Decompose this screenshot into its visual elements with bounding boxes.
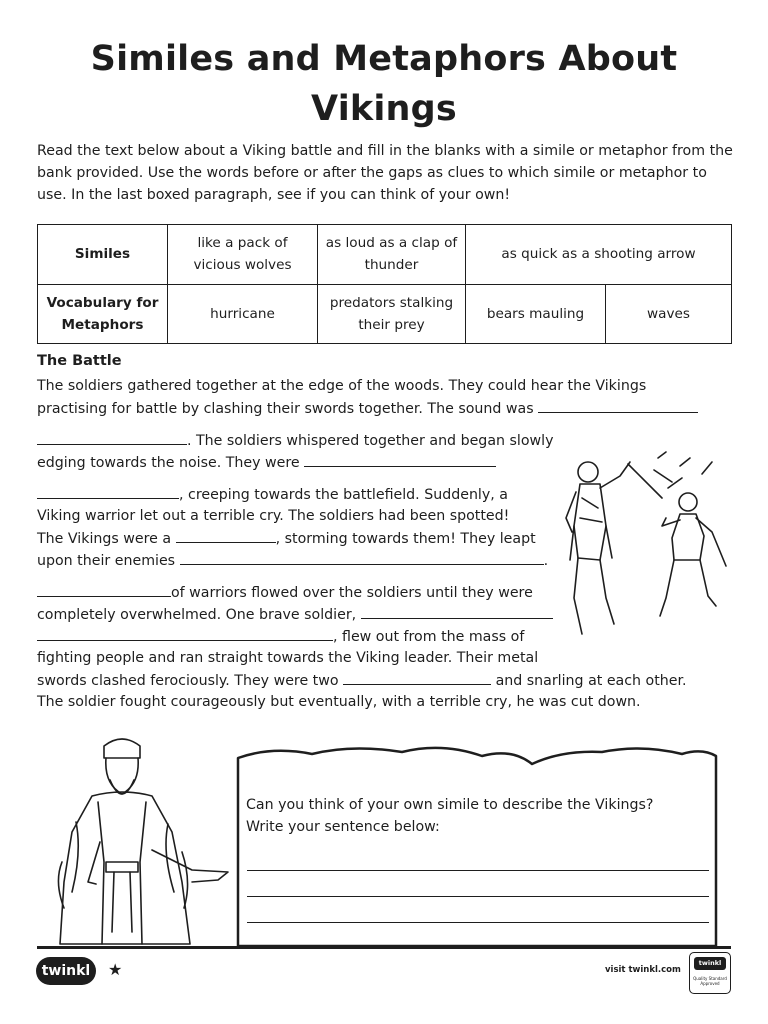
answer-blank[interactable]: [343, 670, 491, 685]
passage-line: , flew out from the mass of: [37, 626, 524, 647]
passage-line: practising for battle by clashing their swords together. The sound was: [37, 398, 698, 419]
quality-badge: [689, 952, 731, 994]
answer-blank[interactable]: [37, 626, 333, 641]
passage-line: swords clashed ferociously. They were two and snarling at each other.: [37, 670, 687, 691]
passage-line: edging towards the noise. They were: [37, 452, 496, 473]
passage-line: , creeping towards the battlefield. Suddenly, a: [37, 484, 508, 505]
metaphors-header: Vocabulary for Metaphors: [38, 284, 168, 344]
writing-line[interactable]: [247, 922, 709, 923]
battle-heading: The Battle: [37, 353, 122, 369]
passage-line: The soldiers gathered together at the edge of the woods. They could hear the Vikings: [37, 378, 647, 394]
passage-line: Viking warrior let out a terrible cry. The soldiers had been spotted!: [37, 508, 510, 524]
simile-cell: like a pack of vicious wolves: [168, 225, 318, 285]
prompt-line-2: Write your sentence below:: [246, 819, 440, 835]
viking-chief-illustration: [42, 732, 238, 946]
answer-blank[interactable]: [37, 484, 179, 499]
badge-logo: twinkl: [694, 957, 726, 970]
answer-blank[interactable]: [304, 452, 496, 467]
answer-blank[interactable]: [180, 550, 544, 565]
passage-line: . The soldiers whispered together and began slowly: [37, 430, 553, 451]
title-line-1: Similes and Metaphors About: [90, 39, 678, 79]
own-simile-prompt: [246, 794, 706, 838]
similes-header: Similes: [38, 225, 168, 285]
passage-line: fighting people and ran straight towards the Viking leader. Their metal: [37, 650, 539, 666]
answer-blank[interactable]: [361, 604, 553, 619]
passage-line: The Vikings were a , storming towards them! They leapt: [37, 528, 536, 549]
answer-blank[interactable]: [37, 430, 187, 445]
writing-line[interactable]: [247, 870, 709, 871]
metaphor-cell: waves: [606, 284, 732, 344]
title-line-2: Vikings: [311, 89, 457, 129]
passage-line: The soldier fought courageously but eventually, with a terrible cry, he was cut down.: [37, 694, 641, 710]
metaphors-row: [38, 284, 732, 344]
metaphor-cell: predators stalking their prey: [318, 284, 466, 344]
answer-blank[interactable]: [176, 528, 276, 543]
metaphor-cell: bears mauling: [466, 284, 606, 344]
visit-link[interactable]: visit twinkl.com: [605, 965, 681, 975]
prompt-line-1: Can you think of your own simile to describe the Vikings?: [246, 797, 654, 813]
simile-cell: as loud as a clap of thunder: [318, 225, 466, 285]
passage-line: upon their enemies .: [37, 550, 548, 571]
fighting-vikings-illustration: [562, 448, 734, 644]
writing-line[interactable]: [247, 896, 709, 897]
instructions: Read the text below about a Viking battle and fill in the blanks with a simile or metaphor from the bank provided. Use the words before or after the gaps as clues to which simile or metaphor to use. In the last boxed paragraph, see if you can think of your own!: [37, 143, 733, 203]
scroll-box: [232, 740, 722, 948]
footer-divider: [37, 946, 731, 949]
page-title: [40, 34, 728, 134]
similes-row: [38, 225, 732, 285]
answer-blank[interactable]: [37, 582, 171, 597]
metaphor-cell: hurricane: [168, 284, 318, 344]
badge-text: Quality Standard Approved: [693, 976, 727, 986]
word-bank-table: [37, 224, 732, 344]
passage-line: completely overwhelmed. One brave soldier,: [37, 604, 553, 625]
twinkl-logo[interactable]: twinkl: [36, 957, 96, 985]
star-icon: ★: [108, 960, 123, 979]
answer-blank[interactable]: [538, 398, 698, 413]
passage-line: of warriors flowed over the soldiers until they were: [37, 582, 533, 603]
simile-cell: as quick as a shooting arrow: [466, 225, 732, 285]
